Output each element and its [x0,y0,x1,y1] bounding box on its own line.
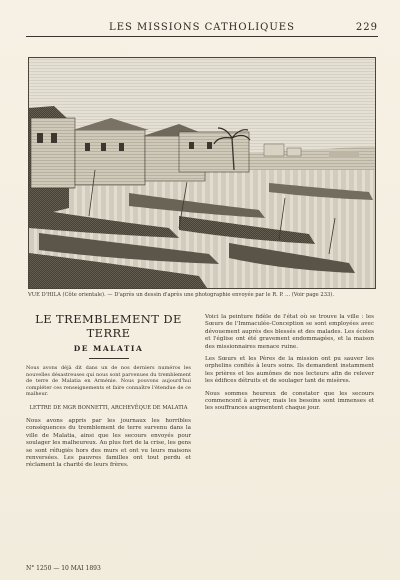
article-subtitle: DE MALATIA [73,344,144,353]
harbor-scene-image [29,58,375,288]
figure-caption: VUE D'HILA (Côte orientale). — D'après un dessin d'après une photographie envoyée par le R. P. ... (Voir page 233). [28,292,334,298]
right-body-paragraph-1: Voici la peinture fidèle de l'état où se trouve la ville : les Sœurs de l'Immaculée-Conception se sont employées avec dévouement auprès des blessés et des malades. Les écoles et l'église ont été gravement endommagées, et la maison des missionnaires menace ruine. [205,314,374,350]
journal-title: LES MISSIONS CATHOLIQUES [109,22,295,33]
letter-heading: LETTRE DE MGR BONNETTI, ARCHEVÊQUE DE MALATIA [29,404,188,411]
article-title: LE TREMBLEMENT DE TERRE [35,312,182,340]
title-divider [89,358,129,359]
page-number: 229 [355,22,378,33]
left-column [26,312,191,475]
running-header [26,22,378,37]
engraving-illustration [28,57,376,289]
right-column [205,314,374,418]
left-body-paragraph: Nous avons appris par les journaux les horribles conséquences du tremblement de terre survenu dans la ville de Malatia, ainsi que les secours envoyés pour soulager les malheureux. Au plus fort de la crise, les gens se sont réfugiés hors des murs et ont vu leurs maisons renversées. Les pauvres familles ont tout perdu et réclament la charité de leurs frères. [26,417,191,469]
issue-footer: N° 1250 — 10 MAI 1893 [26,565,101,572]
right-body-paragraph-3: Nous sommes heureux de constater que les secours commencent à arriver, mais les besoins sont immenses et les souffrances augmentent chaque jour. [205,390,374,412]
right-body-paragraph-2: Les Sœurs et les Pères de la mission ont pu sauver les orphelins confiés à leurs soins. Ils demandent instamment les prières et les aumônes de nos lecteurs afin de relever les édifices détruits et de soulager tant de misères. [205,356,374,385]
intro-paragraph: Nous avons déjà dit dans un de nos derniers numéros les nouvelles désastreuses qui nous sont parvenues du tremblement de terre de Malatia en Arménie. Nous pouvons aujourd'hui compléter ces renseignements et faire connaître l'étendue de ce malheur. [26,365,191,398]
